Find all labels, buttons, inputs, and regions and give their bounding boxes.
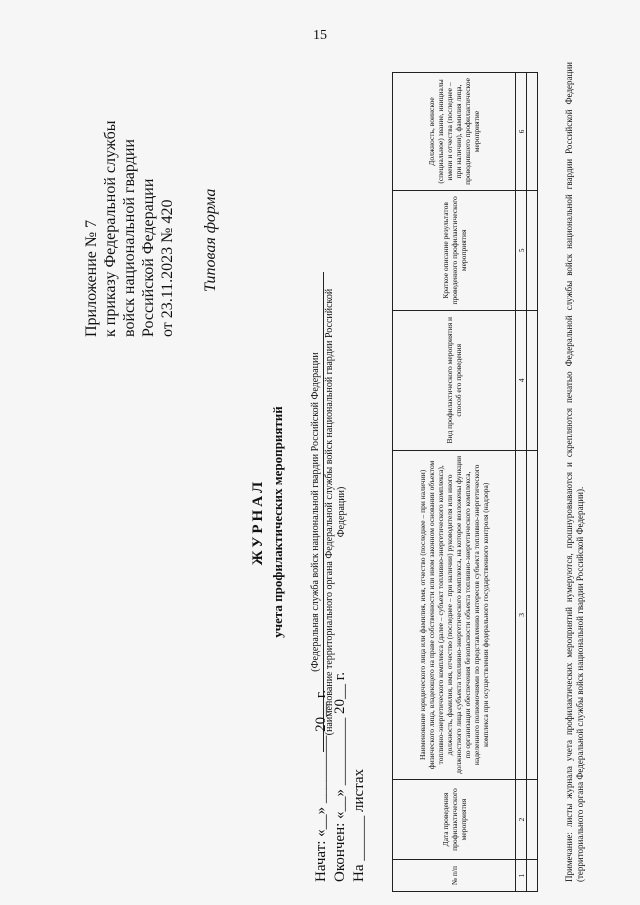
header-cell: № п/п — [393, 860, 516, 892]
header-cell: Вид профилактического мероприятия и способ его проведения — [393, 310, 516, 450]
number-cell: 2 — [516, 780, 527, 860]
organization-caption: (наименование территориального органа Федеральной службы войск национальной гвардии Российской Федерации) — [324, 288, 347, 736]
table-cell — [527, 73, 538, 191]
form-type: Типовая форма — [202, 188, 219, 292]
note: Примечание: листы журнала учета профилактических мероприятий нумеруются, прошнуровываются и скрепляются печатью Федеральной службы войск национальной гвардии Российской Федерации (территориального органа Федеральной службы войск национальной гвардии Российской Федерации). — [564, 62, 585, 882]
rotated-form — [52, 32, 637, 892]
header-cell: Наименование юридического лица или фамилия, имя, отчество (последнее – при наличии) физического лица, владеющего на праве собственности или ином законном основании объектом топливно-энергетического комплекса (далее – субъект топливно-энергетического комплекса), должность, фамилия, имя, отчество (последнее – при наличии) руководителя или иного должностного лица субъекта топливно-энергетического комплекса, на которое возложены функции по организации обеспечения безопасности объекта топливно-энергетического комплекса, наделенного полномочиями по представлению интересов субъекта топливно-энергетического комплекса при осуществлении федерального государственного контроля (надзора) — [393, 450, 516, 779]
journal-dates — [312, 642, 369, 882]
header-cell: Дата проведения профилактического мероприятия — [393, 780, 516, 860]
number-cell: 6 — [516, 73, 527, 191]
appendix-line: войск национальной гвардии — [121, 139, 138, 337]
sheets-line: На ______ листах — [351, 768, 367, 882]
header-cell: Должность, воинское (специальное) звание, инициалы имени и отчества (последнее – при наличии), фамилия лица, проводившего профилактическое мероприятие — [393, 73, 516, 191]
appendix-line: Российской Федерации — [140, 178, 157, 337]
number-cell: 4 — [516, 310, 527, 450]
table-number-row — [516, 73, 527, 892]
table-cell — [527, 450, 538, 779]
number-cell: 5 — [516, 190, 527, 310]
journal-subtitle: учета профилактических мероприятий — [270, 406, 285, 638]
appendix-line: к приказу Федеральной службы — [102, 120, 119, 337]
table-cell — [527, 310, 538, 450]
journal-title: ЖУРНАЛ — [250, 478, 266, 566]
organization-name: (Федеральная служба войск национальной гвардии Российской Федерации — [310, 272, 324, 752]
journal-table — [392, 72, 538, 892]
appendix-block — [82, 77, 177, 337]
table-row — [527, 73, 538, 892]
table-cell — [527, 190, 538, 310]
header-cell: Краткое описание результатов проведенного профилактического мероприятия — [393, 190, 516, 310]
page-number: 15 — [313, 28, 327, 43]
number-cell: 3 — [516, 450, 527, 779]
table-cell — [527, 860, 538, 892]
start-date-line: Начат: «__» _________ 20__ г. — [313, 689, 329, 882]
end-date-line: Окончен: «__» _________ 20__ г. — [332, 672, 348, 882]
table-header-row — [393, 73, 516, 892]
appendix-line: Приложение № 7 — [83, 219, 100, 337]
table-cell — [527, 780, 538, 860]
appendix-line: от 23.11.2023 № 420 — [159, 199, 176, 337]
number-cell: 1 — [516, 860, 527, 892]
